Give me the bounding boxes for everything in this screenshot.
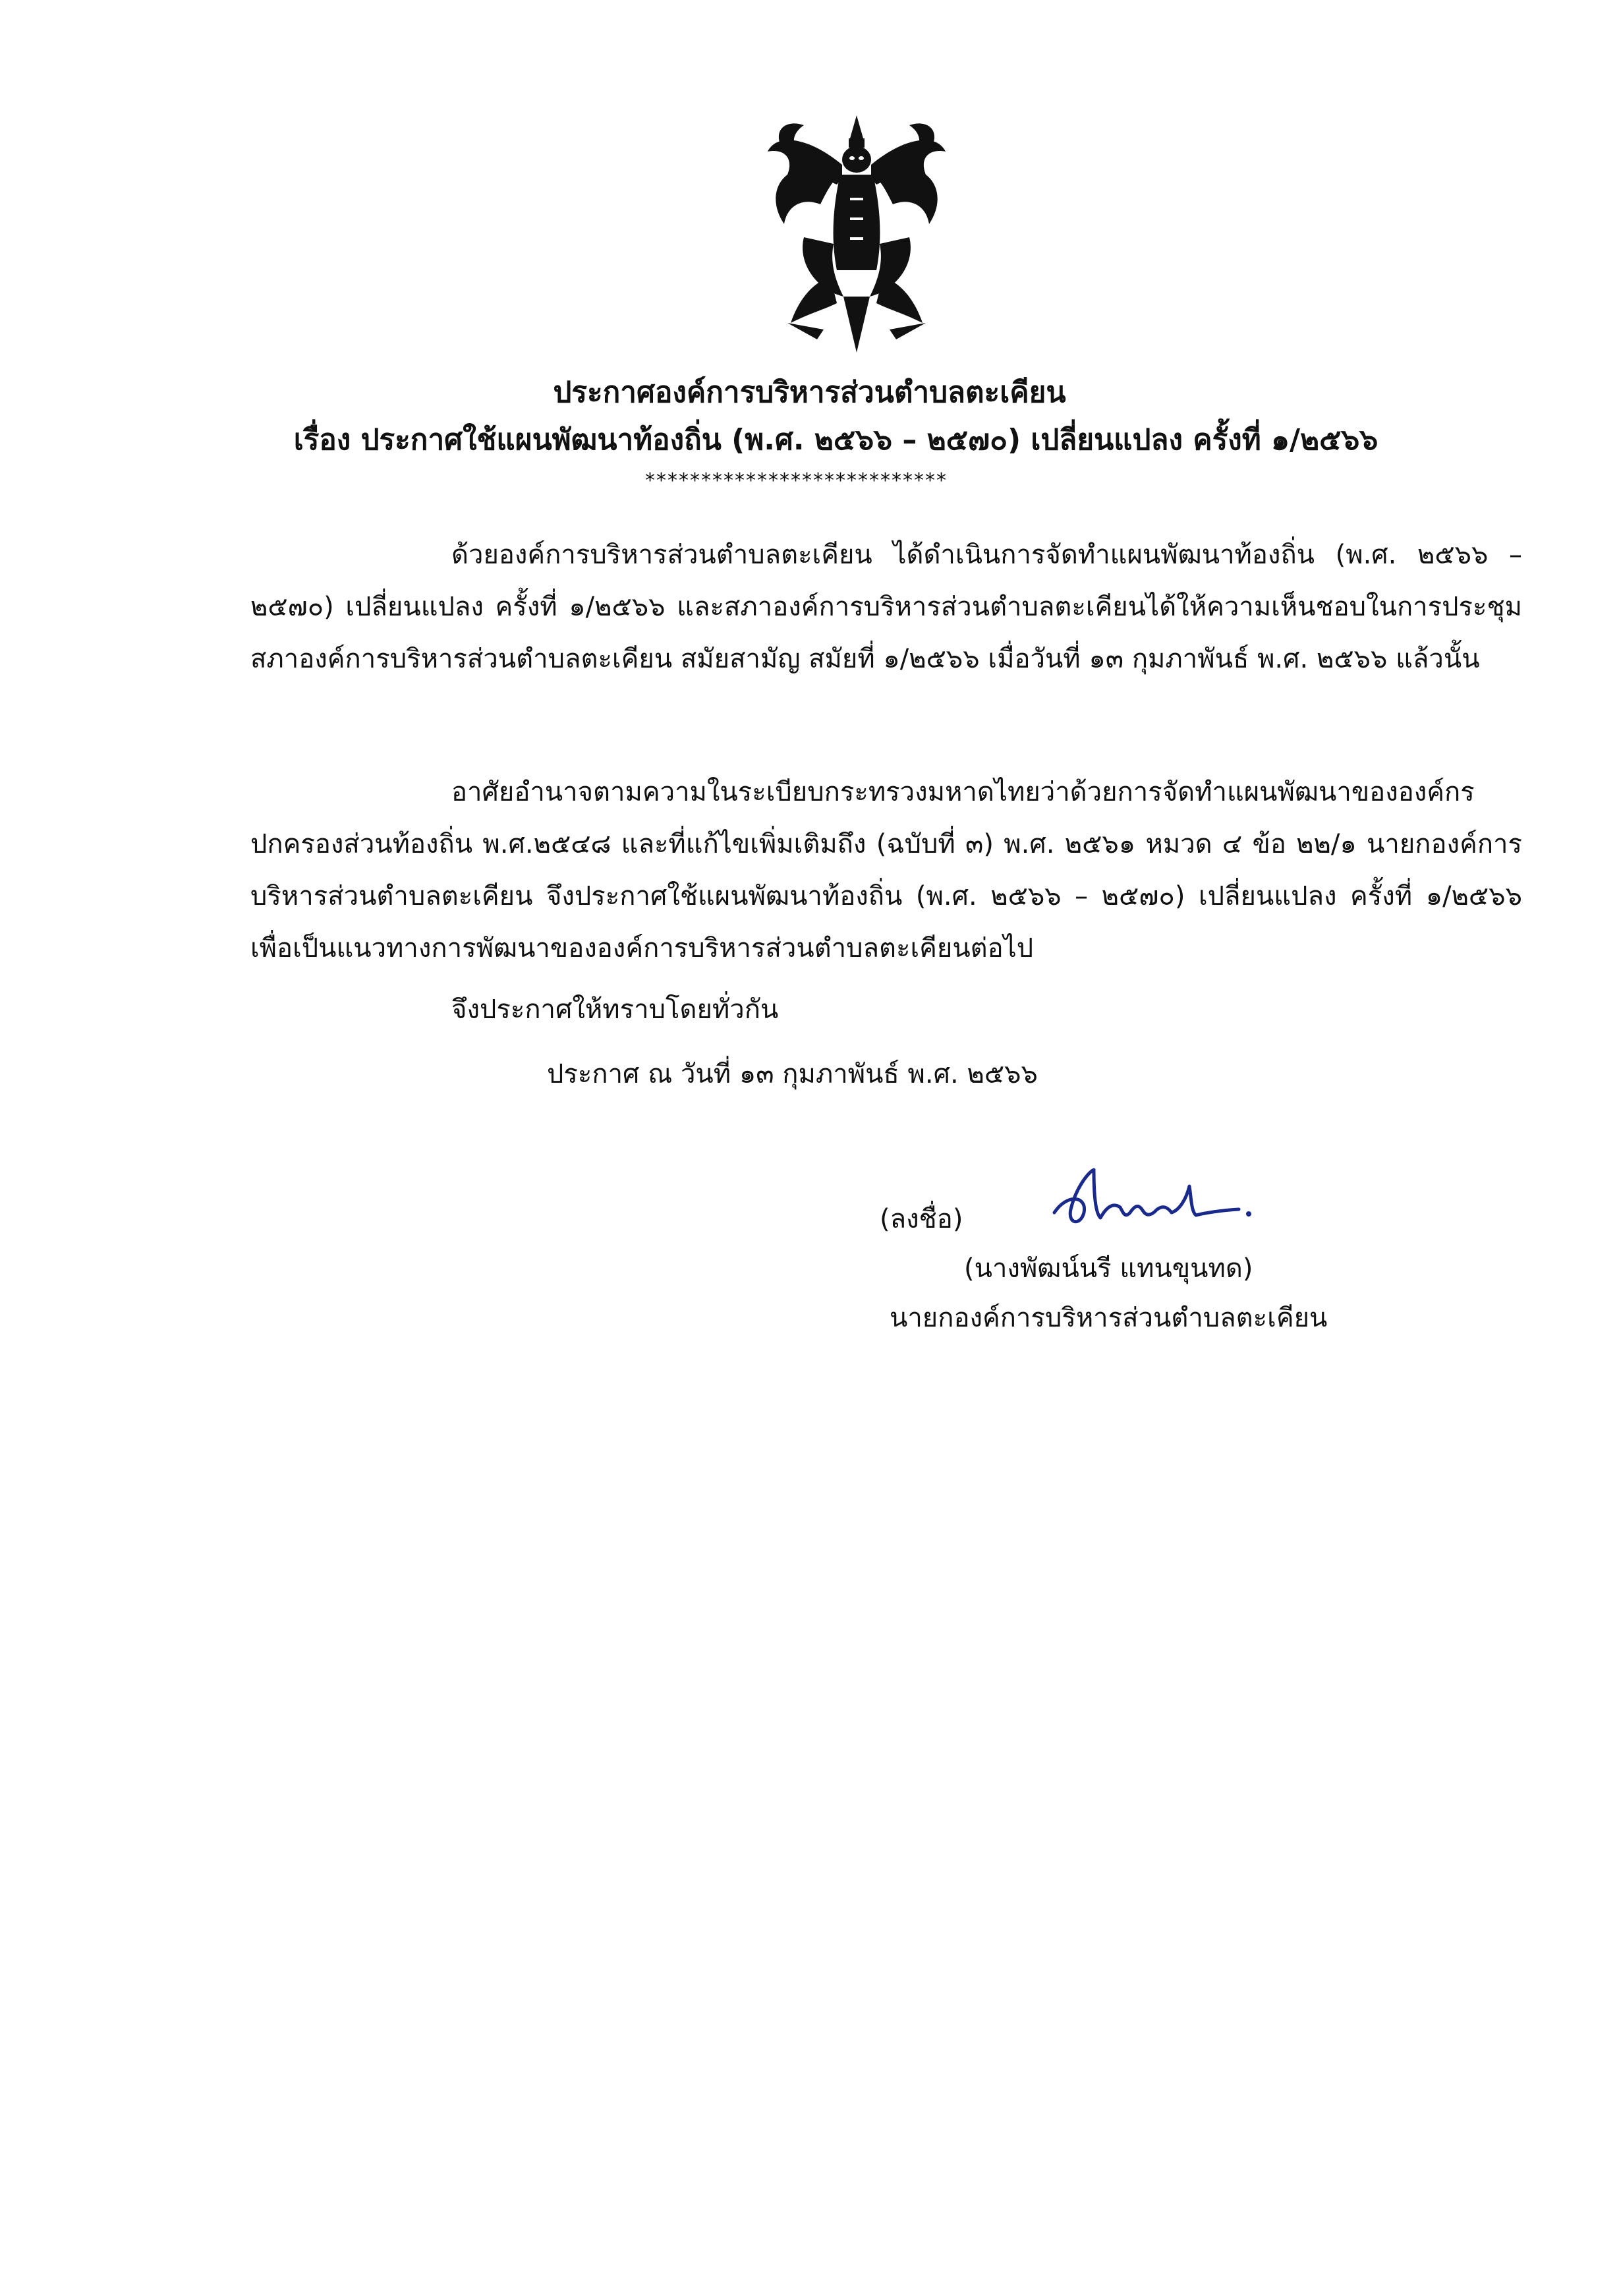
signature-label: (ลงชื่อ) — [880, 1204, 963, 1234]
title-separator: *************************** — [645, 469, 948, 492]
signer-position: นายกองค์การบริหารส่วนตำบลตะเคียน — [890, 1303, 1328, 1333]
closing-statement: จึงประกาศให้ทราบโดยทั่วกัน — [451, 994, 779, 1025]
handwritten-signature — [1048, 1166, 1259, 1239]
announcement-date: ประกาศ ณ วันที่ ๑๓ กุมภาพันธ์ พ.ศ. ๒๕๖๖ — [547, 1059, 1038, 1089]
body-paragraph-1-text: ด้วยองค์การบริหารส่วนตำบลตะเคียน ได้ดำเนินการจัดทำแผนพัฒนาท้องถิ่น (พ.ศ. ๒๕๖๖ – ๒๕๗๐) เปลี่ยนแปลง ครั้งที่ ๑/๒๕๖๖ และสภาองค์การบริหารส่วนตำบลตะเคียนได้ให้ความเห็นชอบในการประชุมสภาองค์การบริหารส่วนตำบลตะเคียน สมัยสามัญ สมัยที่ ๑/๒๕๖๖ เมื่อวันที่ ๑๓ กุมภาพันธ์ พ.ศ. ๒๕๖๖ แล้วนั้น — [250, 540, 1522, 674]
body-paragraph-2 — [250, 766, 1522, 975]
garuda-emblem-icon — [758, 112, 955, 356]
body-paragraph-1 — [250, 529, 1522, 685]
document-title: ประกาศองค์การบริหารส่วนตำบลตะเคียน — [553, 376, 1066, 409]
body-paragraph-2-text: อาศัยอำนาจตามความในระเบียบกระทรวงมหาดไทยว่าด้วยการจัดทำแผนพัฒนาขององค์กรปกครองส่วนท้องถิ่น พ.ศ.๒๕๔๘ และที่แก้ไขเพิ่มเติมถึง (ฉบับที่ ๓) พ.ศ. ๒๕๖๑ หมวด ๔ ข้อ ๒๒/๑ นายกองค์การบริหารส่วนตำบลตะเคียน จึงประกาศใช้แผนพัฒนาท้องถิ่น (พ.ศ. ๒๕๖๖ – ๒๕๗๐) เปลี่ยนแปลง ครั้งที่ ๑/๒๕๖๖ เพื่อเป็นแนวทางการพัฒนาขององค์การบริหารส่วนตำบลตะเคียนต่อไป — [250, 777, 1522, 963]
signer-name: (นางพัฒน์นรี แทนขุนทด) — [964, 1253, 1253, 1284]
document-subject: เรื่อง ประกาศใช้แผนพัฒนาท้องถิ่น (พ.ศ. ๒๕๖๖ – ๒๕๗๐) เปลี่ยนแปลง ครั้งที่ ๑/๒๕๖๖ — [293, 423, 1378, 457]
